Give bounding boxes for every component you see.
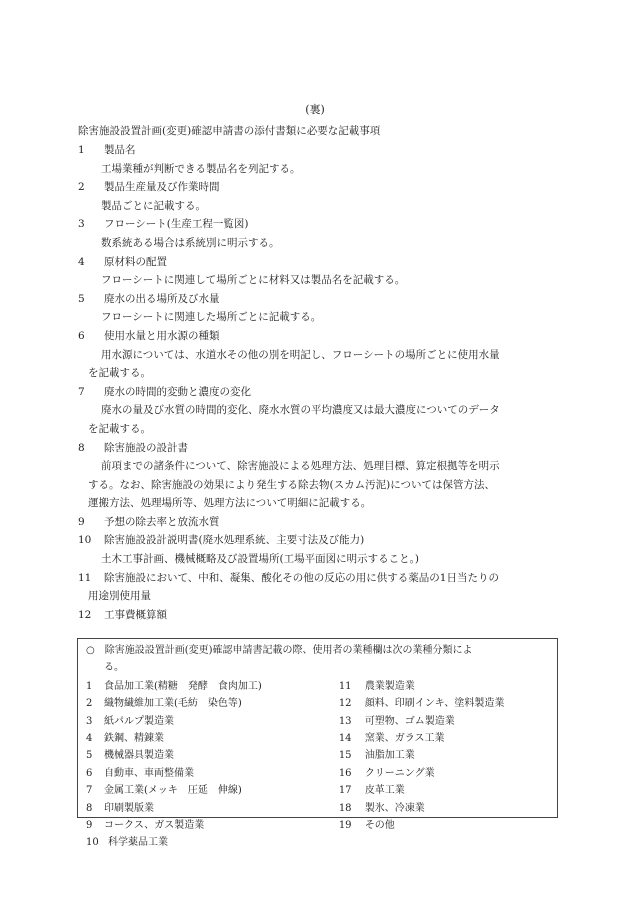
list-item — [78, 383, 560, 439]
item-title: フローシート(生産工程一覧図) — [104, 218, 249, 231]
industry-category — [339, 747, 547, 764]
category-label: 機械器具製造業 — [104, 750, 174, 762]
category-label: 科学薬品工業 — [108, 837, 168, 849]
category-number: 18 — [338, 802, 352, 814]
industry-category — [86, 678, 339, 695]
category-label: コークス、ガス製造業 — [104, 820, 205, 832]
item-description: 工場業種が判断できる製品名を列記する。 — [101, 162, 301, 175]
list-item — [78, 253, 560, 290]
industry-category — [86, 730, 339, 747]
category-label: 可塑物、ゴム製造業 — [364, 715, 455, 727]
item-title: 除害施設設計説明書(廃水処理系統、主要寸法及び能力) — [104, 534, 365, 547]
category-label: 皮革工業 — [364, 785, 405, 797]
category-number: 5 — [86, 750, 93, 762]
category-number: 11 — [338, 680, 352, 692]
category-number: 17 — [338, 785, 352, 797]
category-label: 顔料、印刷インキ、塗料製造業 — [364, 698, 505, 710]
category-label: 油脂加工業 — [364, 750, 415, 762]
industry-category — [339, 713, 547, 730]
industry-category — [86, 782, 339, 799]
item-description: 廃水の量及び水質の時間的変化、廃水水質の平均濃度又は最大濃度についてのデータ — [101, 404, 500, 417]
list-item — [78, 141, 560, 178]
category-label: 金属工業(メッキ 圧延 伸線) — [104, 785, 242, 797]
item-description: 数系統ある場合は系統別に明示する。 — [101, 236, 280, 249]
item-description: フローシートに関連した場所ごとに記載する。 — [101, 311, 322, 324]
category-label: 織物繊維加工業(毛紡 染色等) — [104, 698, 242, 710]
item-title: 工事費概算額 — [104, 608, 167, 621]
item-title: 除害施設の設計書 — [104, 441, 188, 454]
category-label: 製氷、冷凍業 — [364, 802, 425, 814]
item-number: 9 — [78, 515, 85, 528]
item-description: 用水源については、水道水その他の別を明記し、フローシートの場所ごとに使用水量 — [101, 348, 500, 361]
item-number: 2 — [78, 181, 85, 194]
list-item — [78, 290, 560, 327]
list-item — [78, 327, 560, 383]
category-number: 6 — [86, 767, 93, 779]
category-number: 7 — [86, 785, 93, 797]
category-number: 15 — [338, 750, 352, 762]
item-description: 前項までの諸条件について、除害施設による処理方法、処理目標、算定根拠等を明示 — [101, 460, 500, 473]
industry-category — [339, 765, 547, 782]
industry-category — [86, 713, 339, 730]
category-label: 紙パルプ製造業 — [104, 715, 174, 727]
item-title: 廃水の時間的変動と濃度の変化 — [104, 385, 251, 398]
item-description-continued: 運搬方法、処理場所等、処理方法について明細に記載する。 — [88, 497, 372, 510]
item-description: フローシートに関連して場所ごとに材料又は製品名を記載する。 — [101, 274, 406, 287]
item-number: 1 — [78, 144, 85, 156]
item-title: 除害施設において、中和、凝集、酸化その他の反応の用に供する薬品の1日当たりの — [104, 571, 499, 584]
item-number: 10 — [78, 534, 92, 547]
category-label: その他 — [364, 820, 395, 832]
industry-category — [86, 765, 339, 782]
item-number: 4 — [78, 255, 85, 268]
category-number: 4 — [86, 733, 93, 745]
document-title: 除害施設設置計画(変更)確認申請書の添付書類に必要な記載事項 — [78, 125, 381, 137]
category-label: 農業製造業 — [364, 680, 415, 692]
industry-category — [339, 782, 547, 799]
item-number: 7 — [78, 385, 85, 398]
item-title: 使用水量と用水源の種類 — [104, 329, 220, 342]
list-item — [78, 569, 560, 606]
category-number: 14 — [338, 733, 352, 745]
category-label: 食品加工業(精糖 発酵 食肉加工) — [104, 680, 262, 692]
industry-columns — [86, 678, 547, 852]
category-number: 16 — [338, 767, 352, 779]
list-item — [78, 439, 560, 513]
industry-column-right — [339, 678, 547, 852]
industry-category — [339, 730, 547, 747]
category-number: 9 — [86, 820, 93, 832]
category-label: クリーニング業 — [364, 767, 435, 779]
industry-column-left — [86, 678, 339, 852]
list-item — [78, 513, 560, 532]
list-item — [78, 531, 560, 568]
category-number: 19 — [338, 820, 352, 832]
category-label: 印刷製版業 — [104, 802, 154, 814]
item-number: 3 — [78, 218, 85, 231]
industry-category — [86, 695, 339, 712]
item-title: 製品生産量及び作業時間 — [104, 181, 220, 194]
category-number: 10 — [86, 837, 99, 849]
category-label: 鉄鋼、精錬業 — [104, 733, 164, 745]
industry-category — [339, 800, 547, 817]
item-description: 製品ごとに記載する。 — [101, 199, 206, 212]
category-number: 1 — [86, 680, 93, 692]
industry-category — [339, 817, 547, 834]
category-number: 2 — [86, 698, 93, 710]
requirements-list — [78, 141, 560, 624]
classification-note-continued: る。 — [104, 662, 124, 674]
item-number: 5 — [78, 292, 85, 305]
industry-category — [86, 747, 339, 764]
list-item — [78, 215, 560, 252]
item-title: 廃水の出る場所及び水量 — [104, 292, 220, 305]
category-label: 自動車、車両整備業 — [104, 767, 194, 779]
industry-category — [86, 817, 339, 834]
category-number: 3 — [86, 715, 93, 727]
item-description-continued: する。なお、除害施設の効果により発生する除去物(スカム汚泥)については保管方法、 — [88, 478, 495, 491]
item-number: 6 — [78, 329, 85, 342]
industry-category — [339, 695, 547, 712]
item-description-continued: 用途別使用量 — [88, 590, 151, 603]
item-number: 8 — [78, 441, 85, 454]
industry-category — [339, 678, 547, 695]
item-description: 土木工事計画、機械概略及び設置場所(工場平面図に明示すること。) — [101, 553, 419, 566]
industry-category — [86, 800, 339, 817]
page-heading: (裏) — [305, 103, 325, 116]
category-label: 窯業、ガラス工業 — [364, 733, 445, 745]
item-description-continued: を記載する。 — [88, 367, 151, 380]
industry-category — [86, 834, 339, 851]
list-item — [78, 606, 560, 625]
item-number: 12 — [78, 608, 92, 621]
item-title: 製品名 — [104, 144, 136, 156]
industry-classification-box — [77, 638, 558, 849]
classification-note: ○ 除害施設設置計画(変更)確認申請書記載の際、使用者の業種欄は次の業種分類によ — [86, 645, 473, 656]
item-title: 予想の除去率と放流水質 — [104, 515, 220, 528]
item-number: 11 — [78, 571, 92, 584]
item-description-continued: を記載する。 — [88, 422, 151, 435]
list-item — [78, 178, 560, 215]
category-number: 12 — [338, 698, 352, 710]
item-title: 原材料の配置 — [104, 255, 167, 268]
category-number: 8 — [86, 802, 93, 814]
category-number: 13 — [338, 715, 352, 727]
